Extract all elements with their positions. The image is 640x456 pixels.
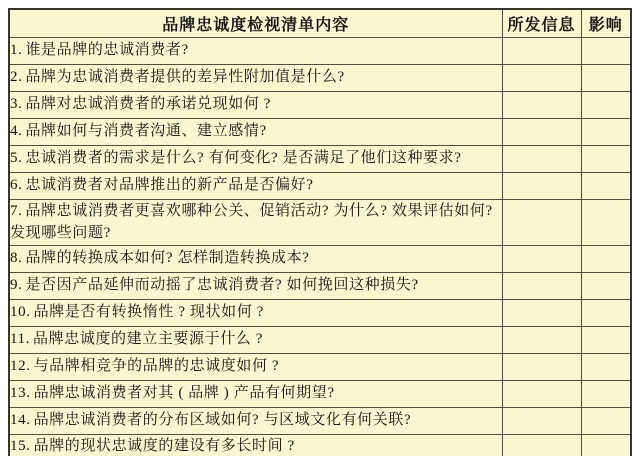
table-row: [9, 91, 631, 118]
column-header-impact: 影响: [581, 9, 631, 37]
row-number: 4.: [10, 123, 23, 140]
row-number: 8.: [10, 250, 23, 267]
brand-loyalty-checklist-table: [8, 8, 632, 456]
row-question: 品牌忠诚消费者的分布区域如何? 与区域文化有何关联?: [33, 412, 412, 429]
table-row: [9, 407, 631, 434]
row-number: 11.: [10, 331, 30, 348]
question-cell: [9, 272, 502, 299]
row-number: 7.: [10, 202, 23, 219]
row-number: 3.: [10, 96, 23, 113]
question-cell: [9, 299, 502, 326]
question-cell: [9, 199, 502, 245]
row-question: 品牌的转换成本如何? 怎样制造转换成本?: [25, 250, 310, 267]
impact-cell: [581, 172, 631, 199]
info-cell: [502, 199, 581, 245]
table-row: [9, 272, 631, 299]
column-header-content: 品牌忠诚度检视清单内容: [9, 9, 502, 37]
table-row: [9, 64, 631, 91]
info-cell: [502, 299, 581, 326]
impact-cell: [581, 37, 631, 64]
question-cell: [9, 118, 502, 145]
row-question: 品牌忠诚消费者更喜欢哪种公关、促销活动? 为什么? 效果评估如何? 发现哪些问题?: [10, 202, 493, 241]
question-cell: [9, 37, 502, 64]
impact-cell: [581, 353, 631, 380]
info-cell: [502, 326, 581, 353]
row-question: 谁是品牌的忠诚消费者?: [25, 42, 189, 59]
row-question: 是否因产品延伸而动摇了忠诚消费者? 如何挽回这种损失?: [25, 277, 419, 294]
table-row: [9, 434, 631, 456]
row-question: 品牌是否有转换惰性 ? 现状如何 ?: [33, 304, 264, 321]
row-question: 与品牌相竞争的品牌的忠诚度如何 ?: [33, 358, 280, 375]
info-cell: [502, 272, 581, 299]
row-number: 15.: [10, 437, 31, 454]
info-cell: [502, 172, 581, 199]
row-question: 品牌忠诚度的建立主要源于什么 ?: [33, 331, 264, 348]
row-number: 14.: [10, 412, 31, 429]
table-row: [9, 245, 631, 272]
row-number: 2.: [10, 69, 23, 86]
table-row: [9, 118, 631, 145]
question-cell: [9, 64, 502, 91]
question-cell: [9, 245, 502, 272]
info-cell: [502, 91, 581, 118]
row-question: 品牌对忠诚消费者的承诺兑现如何 ?: [25, 96, 272, 113]
checklist-body: [9, 37, 631, 456]
info-cell: [502, 353, 581, 380]
question-cell: [9, 91, 502, 118]
impact-cell: [581, 145, 631, 172]
header-row: [9, 9, 631, 37]
row-question: 忠诚消费者对品牌推出的新产品是否偏好?: [25, 177, 314, 194]
info-cell: [502, 434, 581, 456]
impact-cell: [581, 118, 631, 145]
question-cell: [9, 326, 502, 353]
table-row: [9, 145, 631, 172]
impact-cell: [581, 199, 631, 245]
impact-cell: [581, 245, 631, 272]
impact-cell: [581, 64, 631, 91]
impact-cell: [581, 407, 631, 434]
impact-cell: [581, 299, 631, 326]
table-row: [9, 353, 631, 380]
info-cell: [502, 407, 581, 434]
row-number: 13.: [10, 385, 31, 402]
question-cell: [9, 380, 502, 407]
question-cell: [9, 145, 502, 172]
impact-cell: [581, 380, 631, 407]
row-number: 12.: [10, 358, 31, 375]
row-number: 10.: [10, 304, 31, 321]
row-question: 忠诚消费者的需求是什么? 有何变化? 是否满足了他们这种要求?: [25, 150, 462, 167]
row-question: 品牌为忠诚消费者提供的差异性附加值是什么?: [25, 69, 345, 86]
table-row: [9, 37, 631, 64]
info-cell: [502, 145, 581, 172]
row-number: 1.: [10, 42, 23, 59]
row-number: 5.: [10, 150, 23, 167]
row-question: 品牌如何与消费者沟通、建立感情?: [25, 123, 267, 140]
column-header-info: 所发信息: [502, 9, 581, 37]
info-cell: [502, 64, 581, 91]
table-row: [9, 172, 631, 199]
impact-cell: [581, 272, 631, 299]
impact-cell: [581, 91, 631, 118]
impact-cell: [581, 434, 631, 456]
row-number: 6.: [10, 177, 23, 194]
table-row: [9, 199, 631, 245]
info-cell: [502, 380, 581, 407]
row-question: 品牌忠诚消费者对其 ( 品牌 ) 产品有何期望?: [33, 385, 335, 402]
row-question: 品牌的现状忠诚度的建设有多长时间 ?: [33, 437, 295, 454]
table-row: [9, 326, 631, 353]
row-number: 9.: [10, 277, 23, 294]
table-row: [9, 299, 631, 326]
question-cell: [9, 353, 502, 380]
question-cell: [9, 407, 502, 434]
table-row: [9, 380, 631, 407]
question-cell: [9, 434, 502, 456]
question-cell: [9, 172, 502, 199]
impact-cell: [581, 326, 631, 353]
info-cell: [502, 37, 581, 64]
info-cell: [502, 245, 581, 272]
info-cell: [502, 118, 581, 145]
